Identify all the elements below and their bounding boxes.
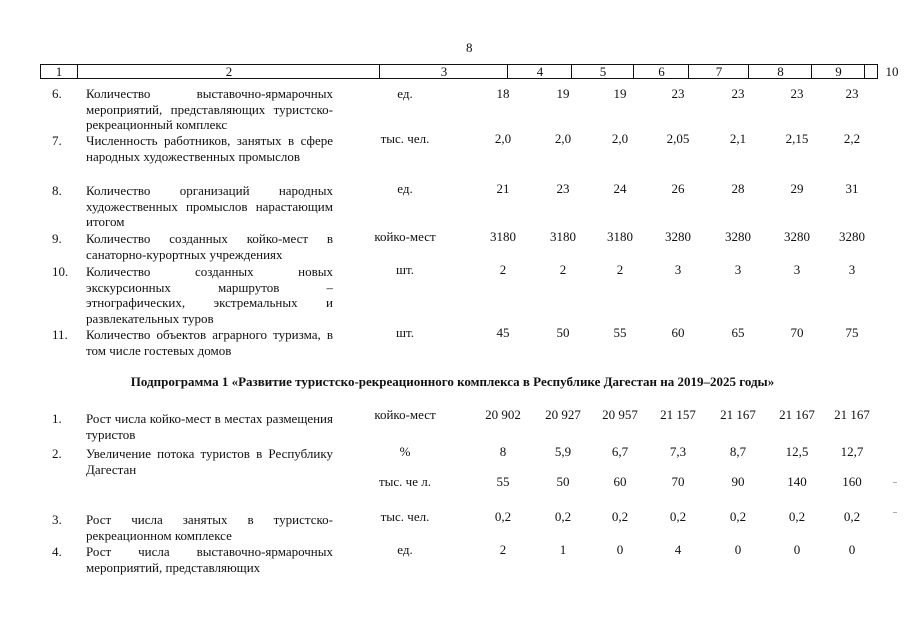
year-value: 21 167 [834,407,870,422]
year-value: 8,7 [729,444,747,459]
unit-of-measure: койко-мест [374,229,436,244]
indicator-name: Рост числа койко-мест в местах размещения туристов [86,411,333,442]
indicator-name: Количество созданных койко-мест в санаторно-курортных учреждениях [86,231,333,262]
year-value: 20 927 [545,407,581,422]
year-value: 70 [790,325,804,340]
indicator-name: Количество объектов аграрного туризма, в том числе гостевых домов [86,327,333,358]
header-col-4: 4 [507,65,572,78]
year-value: 90 [731,474,745,489]
indicator-name: Количество выставочно-ярмарочных мероприятий, представляющих туристско-рекреационный комплекс [86,86,333,132]
year-value: 0,2 [494,509,512,524]
year-value: 0,2 [843,509,861,524]
year-value: 6,7 [611,444,629,459]
year-value: 12,7 [840,444,864,459]
year-value: 75 [845,325,859,340]
indicator-name: Численность работников, занятых в сфере народных художественных промыслов [86,133,333,164]
year-value: 0,2 [788,509,806,524]
year-value: 21 157 [660,407,696,422]
year-value: 3280 [784,229,810,244]
year-value: 50 [556,325,570,340]
year-value: 3 [848,262,856,277]
year-value: 29 [790,181,804,196]
year-value: 3180 [490,229,516,244]
year-value: 0 [616,542,624,557]
margin-mark [893,482,897,483]
year-value: 26 [671,181,685,196]
year-value: 0,2 [669,509,687,524]
year-value: 55 [613,325,627,340]
row-number: 11. [52,327,68,342]
indicator-name: Увеличение потока туристов в Республику Дагестан [86,446,333,477]
unit-of-measure: тыс. че л. [379,474,431,489]
year-value: 21 167 [720,407,756,422]
unit-of-measure: шт. [396,325,414,340]
year-value: 140 [787,474,807,489]
row-number: 6. [52,86,62,101]
header-col-5: 5 [571,65,634,78]
year-value: 0 [793,542,801,557]
year-value: 2 [499,542,507,557]
year-value: 3180 [550,229,576,244]
year-value: 2,0 [494,131,512,146]
table-header [40,64,899,79]
row-number: 9. [52,231,62,246]
year-value: 8 [499,444,507,459]
indicator-name: Рост числа выставочно-ярмарочных мероприятий, представляющих [86,544,333,575]
year-value: 2 [499,262,507,277]
header-col-10: 10 [864,65,905,78]
year-value: 23 [556,181,570,196]
year-value: 23 [845,86,859,101]
year-value: 50 [556,474,570,489]
subprogram-title: Подпрограмма 1 «Развитие туристско-рекреационного комплекса в Республике Дагестан на 2019–2025 годы» [130,374,775,389]
year-value: 23 [731,86,745,101]
year-value: 2,1 [729,131,747,146]
year-value: 12,5 [785,444,809,459]
year-value: 20 902 [485,407,521,422]
header-col-7: 7 [688,65,749,78]
indicator-name: Количество созданных новых экскурсионных маршрутов – этнографических, экстремальных и развлекательных туров [86,264,333,326]
header-col-9: 9 [811,65,865,78]
year-value: 3 [734,262,742,277]
year-value: 65 [731,325,745,340]
unit-of-measure: ед. [397,542,413,557]
row-number: 2. [52,446,62,461]
year-value: 18 [496,86,510,101]
year-value: 3180 [607,229,633,244]
year-value: 3280 [839,229,865,244]
year-value: 0,2 [729,509,747,524]
year-value: 5,9 [554,444,572,459]
year-value: 60 [671,325,685,340]
year-value: 45 [496,325,510,340]
year-value: 2,15 [785,131,809,146]
year-value: 3280 [665,229,691,244]
year-value: 7,3 [669,444,687,459]
row-number: 3. [52,512,62,527]
year-value: 70 [671,474,685,489]
header-col-2: 2 [77,65,380,78]
header-col-8: 8 [748,65,812,78]
year-value: 2,0 [611,131,629,146]
year-value: 2,2 [843,131,861,146]
unit-of-measure: ед. [397,86,413,101]
year-value: 160 [842,474,862,489]
year-value: 19 [556,86,570,101]
year-value: 0,2 [554,509,572,524]
year-value: 2,05 [666,131,690,146]
year-value: 3280 [725,229,751,244]
year-value: 23 [671,86,685,101]
year-value: 4 [674,542,682,557]
header-col-3: 3 [379,65,508,78]
row-number: 10. [52,264,69,279]
year-value: 0,2 [611,509,629,524]
year-value: 19 [613,86,627,101]
year-value: 31 [845,181,859,196]
unit-of-measure: койко-мест [374,407,436,422]
year-value: 3 [674,262,682,277]
unit-of-measure: тыс. чел. [380,131,430,146]
row-number: 4. [52,544,62,559]
year-value: 24 [613,181,627,196]
indicator-name: Рост числа занятых в туристско-рекреационном комплексе [86,512,333,543]
margin-mark [893,512,897,513]
unit-of-measure: % [399,444,411,459]
year-value: 20 957 [602,407,638,422]
year-value: 23 [790,86,804,101]
year-value: 55 [496,474,510,489]
year-value: 60 [613,474,627,489]
year-value: 2 [559,262,567,277]
row-number: 8. [52,183,62,198]
page-number: 8 [466,40,473,55]
year-value: 1 [559,542,567,557]
header-col-1: 1 [55,64,63,79]
year-value: 28 [731,181,745,196]
year-value: 21 [496,181,510,196]
unit-of-measure: ед. [397,181,413,196]
row-number: 7. [52,133,62,148]
year-value: 21 167 [779,407,815,422]
unit-of-measure: шт. [396,262,414,277]
row-number: 1. [52,411,62,426]
header-col-6: 6 [633,65,689,78]
year-value: 0 [848,542,856,557]
year-value: 3 [793,262,801,277]
year-value: 2 [616,262,624,277]
indicator-name: Количество организаций народных художественных промыслов нарастающим итогом [86,183,333,229]
year-value: 0 [734,542,742,557]
unit-of-measure: тыс. чел. [380,509,430,524]
year-value: 2,0 [554,131,572,146]
